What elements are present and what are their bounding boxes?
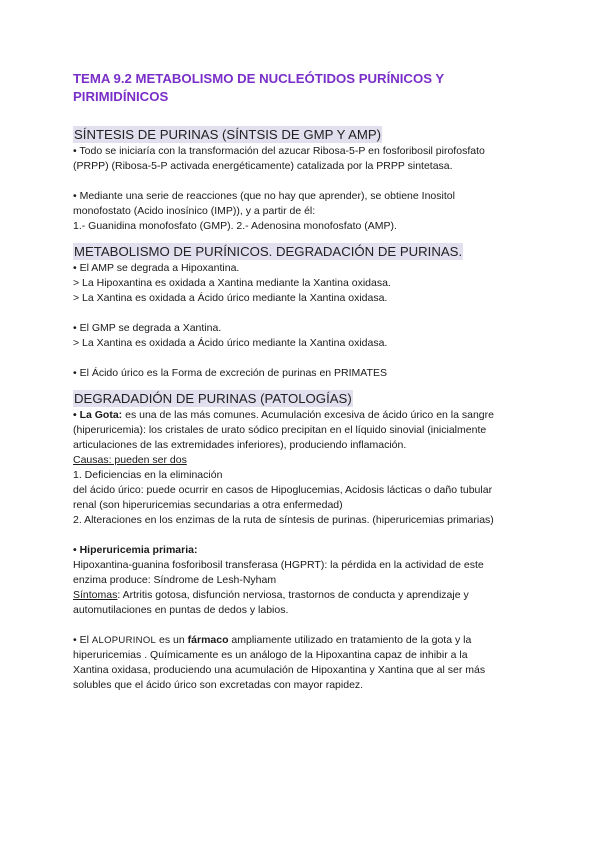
s2-line-3: > La Xantina es oxidada a Ácido úrico mediante la Xantina oxidasa.: [73, 292, 388, 304]
sintomas-line-1: : Artritis gotosa, disfunción nerviosa, trastornos de conducta y aprendizaje y: [117, 589, 469, 601]
s2-line-1: • El AMP se degrada a Hipoxantina.: [73, 262, 240, 274]
alopurinol-line-4: solubles que el ácido úrico son excretadas con mayor rapidez.: [73, 679, 364, 691]
hiperuricemia-line-2: enzima produce: Síndrome de Lesh-Nyham: [73, 574, 277, 586]
sintomas-line-2: automutilaciones en puntas de dedos y labios.: [73, 604, 289, 616]
causa-line-1: 1. Deficiencias en la eliminación: [73, 469, 223, 481]
s1-line-4: monofostato (Acido inosínico (IMP)), y a partir de él:: [73, 205, 316, 217]
s1-line-3: • Mediante una serie de reacciones (que no hay que aprender), se obtiene Inositol: [73, 190, 455, 202]
section-heading-sintesis: SÍNTESIS DE PURINAS (SÍNTSIS DE GMP Y AMP): [74, 127, 382, 142]
hiperuricemia-line-1: Hipoxantina-guanina fosforibosil transferasa (HGPRT): la pérdida en la actividad de este: [73, 559, 484, 571]
sintomas-label: Síntomas: [73, 589, 118, 601]
s2-line-6: • El Ácido úrico es la Forma de excreción de purinas en PRIMATES: [73, 367, 387, 379]
s1-line-5: 1.- Guanidina monofosfato (GMP). 2.- Adenosina monofosfato (AMP).: [73, 220, 397, 232]
alopurinol-mid: es un: [156, 634, 188, 646]
s1-line-1: • Todo se iniciaría con la transformación del azucar Ribosa-5-P en fosforibosil pirofosfato: [73, 145, 485, 157]
alopurinol-line-1: ampliamente utilizado en tratamiento de la gota y la: [228, 634, 472, 646]
causa-line-3: renal (son hiperuricemias secundarias a otra enfermedad): [73, 499, 343, 511]
s2-line-5: > La Xantina es oxidada a Ácido úrico mediante la Xantina oxidasa.: [73, 337, 388, 349]
section-heading-metabolismo: METABOLISMO DE PURÍNICOS. DEGRADACIÓN DE PURINAS.: [74, 244, 463, 259]
gota-label: • La Gota:: [73, 409, 123, 421]
alopurinol-paragraph: [73, 633, 543, 648]
sintomas-paragraph: [73, 588, 543, 603]
document-page: [73, 70, 543, 693]
document-title-line1: TEMA 9.2 METABOLISMO DE NUCLEÓTIDOS PURÍNICOS Y: [73, 71, 445, 86]
s2-line-4: • El GMP se degrada a Xantina.: [73, 322, 222, 334]
alopurinol-name: ALOPURINOL: [91, 635, 157, 646]
s2-line-2: > La Hipoxantina es oxidada a Xantina mediante la Xantina oxidasa.: [73, 277, 391, 289]
causa-line-4: 2. Alteraciones en los enzimas de la ruta de síntesis de purinas. (hiperuricemias primarias): [73, 514, 494, 526]
alopurinol-line-3: Xantina oxidasa, produciendo una acumulación de Hipoxantina y Xantina que al ser más: [73, 664, 486, 676]
document-title-line2: PIRIMIDÍNICOS: [73, 89, 169, 104]
gota-line-1: es una de las más comunes. Acumulación excesiva de ácido úrico en la sangre: [122, 409, 494, 421]
causas-label: Causas: pueden ser dos: [73, 454, 187, 466]
causa-line-2: del ácido úrico: puede ocurrir en casos de Hipoglucemias, Acidosis lácticas o daño tubular: [73, 484, 493, 496]
section-heading-patologias: DEGRADADIÓN DE PURINAS (PATOLOGÍAS): [74, 391, 352, 406]
farmaco-word: fármaco: [187, 634, 229, 646]
alopurinol-line-2: hiperuricemias . Químicamente es un análogo de la Hipoxantina capaz de inhibir a la: [73, 649, 468, 661]
alopurinol-prefix: • El: [73, 634, 92, 646]
hiperuricemia-label: • Hiperuricemia primaria:: [73, 544, 198, 556]
s1-line-2: (PRPP) (Ribosa-5-P activada energéticamente) catalizada por la PRPP sintetasa.: [73, 160, 453, 172]
gota-line-3: articulaciones de las extremidades inferiores), produciendo inflamación.: [73, 439, 407, 451]
gota-line-2: (hiperuricemia): los cristales de urato sódico precipitan en el líquido sinovial (inicialmente: [73, 424, 487, 436]
gota-paragraph: [73, 408, 543, 423]
